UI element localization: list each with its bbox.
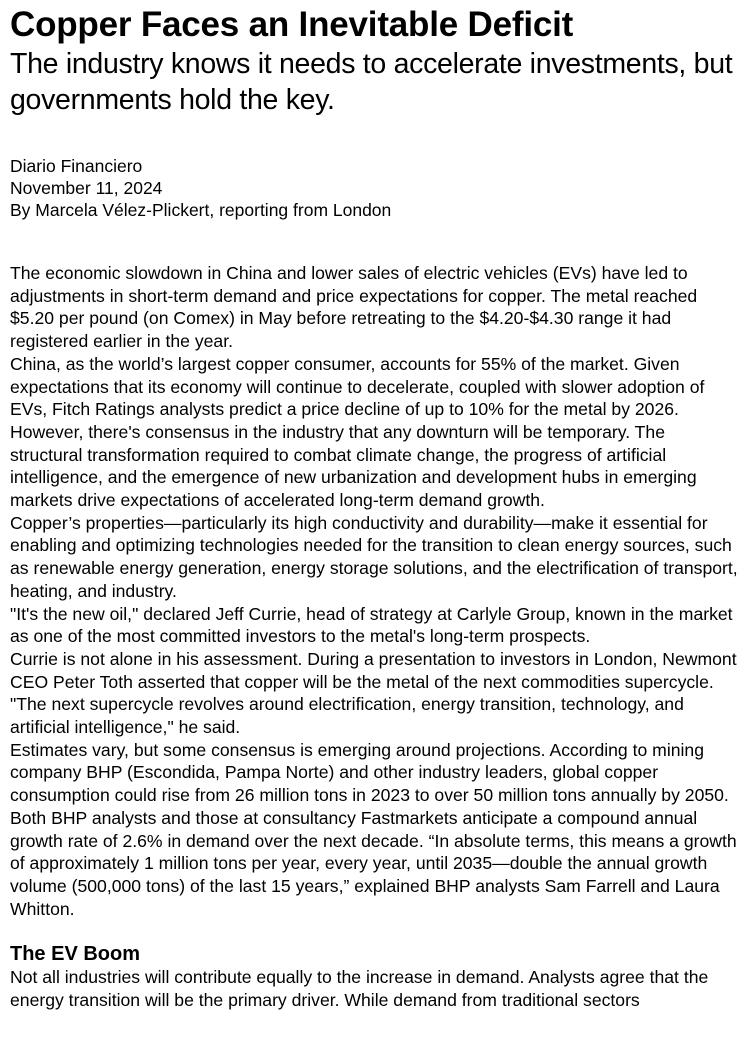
section-heading: The EV Boom [10, 943, 141, 966]
paragraph: Currie is not alone in his assessment. During a presentation to investors in London, Newmont CEO Peter Toth asserted that copper will be the metal of the next commodities supercycle. "The next supercycle revolves around electrification, energy transition, technology, and artificial intelligence," he said. [10, 648, 737, 738]
paragraph: Copper’s properties—particularly its high conductivity and durability—make it essential for enabling and optimizing technologies needed for the transition to clean energy sources, such as renewable energy generation, energy storage solutions, and the electrification of transport, heating, and industry. [10, 512, 738, 601]
paragraph: China, as the world’s largest copper consumer, accounts for 55% of the market. Given expectations that its economy will continue to decelerate, coupled with slower adoption of EVs, Fitch Ratings analysts predict a price decline of up to 10% for the metal by 2026. [10, 353, 705, 420]
source: Diario Financiero [10, 156, 143, 176]
paragraph: Not all industries will contribute equally to the increase in demand. Analysts agree that the energy transition will be the primary driver. While demand from traditional sectors [10, 967, 709, 1011]
article-title: Copper Faces an Inevitable Deficit [10, 5, 574, 44]
paragraph: However, there's consensus in the industry that any downturn will be temporary. The structural transformation required to combat climate change, the progress of artificial intelligence, and the emergence of new urbanization and development hubs in emerging markets drive expectations of accelerated long-term demand growth. [10, 421, 697, 511]
publish-date: November 11, 2024 [10, 178, 163, 198]
article-subtitle: The industry knows it needs to accelerate investments, but governments hold the key. [10, 48, 733, 116]
paragraph: Both BHP analysts and those at consultancy Fastmarkets anticipate a compound annual growth rate of 2.6% in demand over the next decade. “In absolute terms, this means a growth of approximately 1 million tons per year, every year, until 2035—double the annual growth volume (500,000 tons) of the last 15 years,” explained BHP analysts Sam Farrell and Laura Whitton. [10, 807, 737, 919]
article-body [10, 262, 738, 1012]
paragraph: Estimates vary, but some consensus is emerging around projections. According to mining company BHP (Escondida, Pampa Norte) and other industry leaders, global copper consumption could rise from 26 million tons in 2023 to over 50 million tons annually by 2050. [10, 739, 729, 806]
byline: By Marcela Vélez-Plickert, reporting from London [10, 200, 392, 220]
article [0, 4, 750, 1012]
article-meta [10, 155, 738, 221]
paragraph: "It's the new oil," declared Jeff Currie, head of strategy at Carlyle Group, known in the market as one of the most committed investors to the metal's long-term prospects. [10, 603, 733, 647]
paragraph: The economic slowdown in China and lower sales of electric vehicles (EVs) have led to adjustments in short-term demand and price expectations for copper. The metal reached $5.20 per pound (on Comex) in May before retreating to the $4.20-$4.30 range it had registered earlier in the year. [10, 263, 698, 352]
